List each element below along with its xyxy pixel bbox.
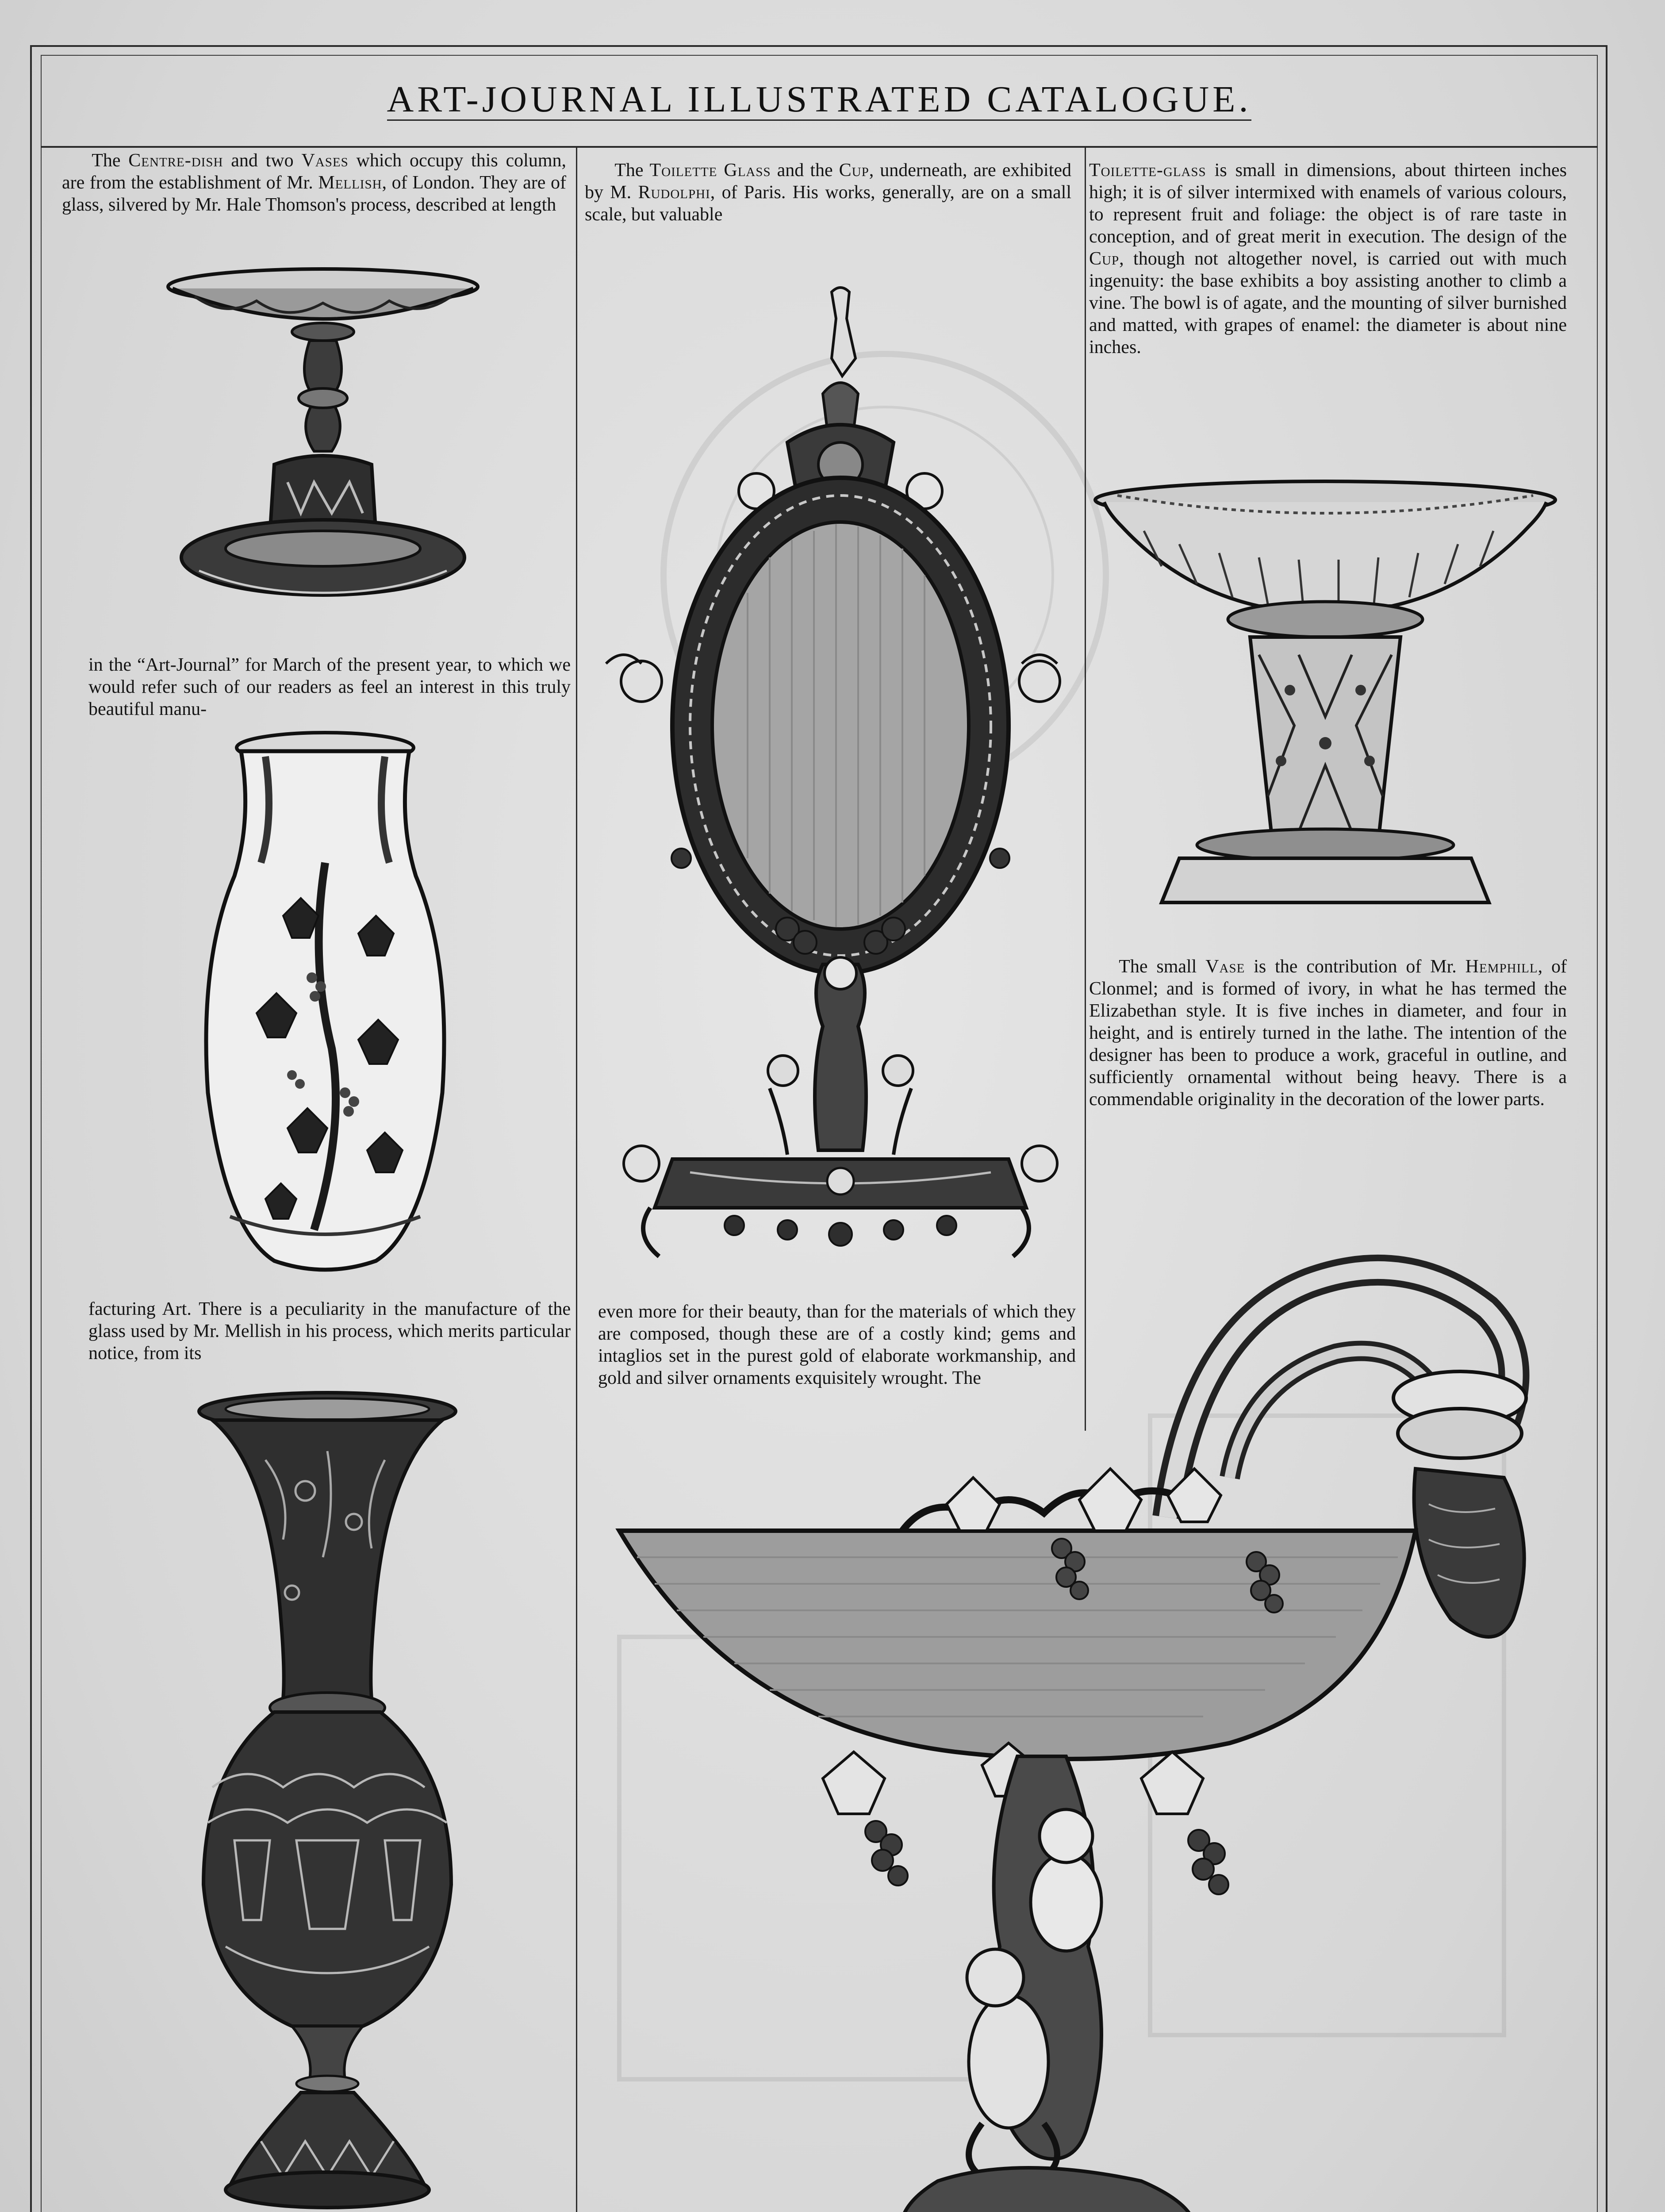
centre-dish-illustration (164, 265, 482, 633)
col1-paragraph-1: The Centre-dish and two Vases which occupy this column, are from the establishment of Mr. Mellish, of London. They are of glass, silvered by Mr. Hale Thomson's process, described at length (62, 150, 566, 215)
vine-vase-illustration (199, 730, 451, 1283)
toilette-glass-term-2: Toilette-glass (1089, 160, 1206, 180)
cup-term: Cup (839, 160, 869, 180)
vase-term: Vase (1205, 956, 1245, 977)
hemphill-name: Hemphill (1465, 956, 1538, 977)
col3-paragraph-2: The small Vase is the contribution of Mr. Hemphill, of Clonmel; and is formed of ivory, in what he has termed the Elizabethan style. It is five inches in diameter, and four in height, and is entirely turned in the lathe. The intention of the designer has been to produce a work, graceful in outline, and sufficiently ornamental without being heavy. There is a commendable originality in the decoration of the lower parts. (1089, 956, 1567, 1110)
col1-paragraph-3: facturing Art. There is a peculiarity in the manufacture of the glass used by Mr. Mellish in his process, which merits particular notice, from its (88, 1299, 571, 1363)
col2-paragraph-2: even more for their beauty, than for the materials of which they are composed, though these are of a costly kind; gems and intaglios set in the purest gold of elaborate workmanship, and gold and silver ornaments exquisitely wrought. The (598, 1302, 1076, 1388)
vases-term: Vases (301, 150, 349, 171)
toilette-glass-illustration (602, 283, 1070, 1265)
ivory-vase-illustration (1091, 478, 1560, 920)
cup-term-2: Cup (1089, 249, 1120, 269)
column-rule-left (576, 148, 577, 2212)
centre-dish-term: Centre-dish (128, 150, 223, 171)
page-title: ART-JOURNAL ILLUSTRATED CATALOGUE. (387, 79, 1252, 120)
rudolphi-name: Rudolphi (638, 182, 710, 203)
col3-paragraph-1: Toilette-glass is small in dimensions, about thirteen inches high; it is of silver intermixed with enamels of various colours, to represent fruit and foliage: the object is of rare taste in conception, and of great merit in execution. The design of the Cup, though not altogether novel, is carried out with much ingenuity: the base exhibits a boy assisting another to climb a vine. The bowl is of agate, and the mounting of silver burnished and matted, with grapes of enamel: the diameter is about nine inches. (1089, 160, 1567, 357)
agate-cup-illustration (619, 1194, 1561, 2212)
col2-paragraph-1: The Toilette Glass and the Cup, underneath, are exhibited by M. Rudolphi, of Paris. His works, generally, are on a small scale, but valuable (585, 160, 1071, 225)
page-header (41, 55, 1598, 148)
col1-paragraph-2: in the “Art-Journal” for March of the present year, to which we would refer such of our readers as feel an interest in this truly beautiful manu- (88, 655, 571, 719)
mellish-name: Mellish (318, 173, 382, 193)
cut-glass-vase-illustration (195, 1389, 460, 2212)
toilette-glass-term: Toilette Glass (649, 160, 771, 180)
